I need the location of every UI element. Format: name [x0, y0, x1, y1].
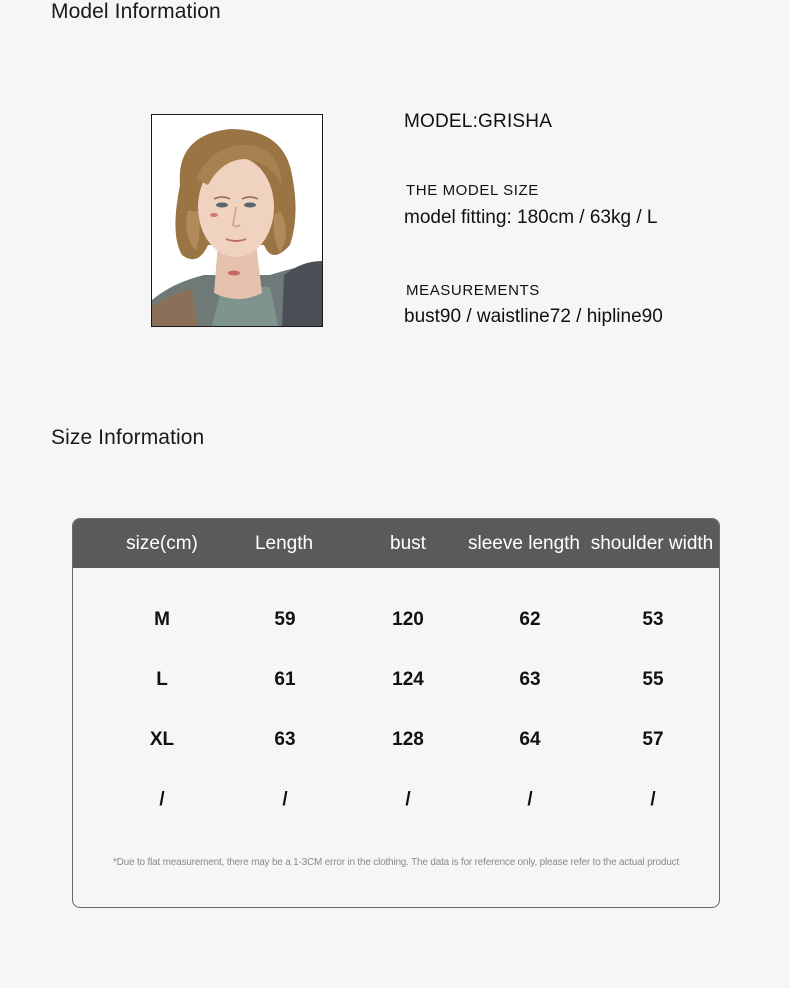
column-header-sleeve-length: sleeve length: [468, 533, 580, 554]
cell-length: 61: [274, 669, 296, 690]
cell-sleeve-length: /: [527, 789, 533, 810]
model-fitting-value: model fitting: 180cm / 63kg / L: [404, 207, 658, 228]
model-portrait-image: [152, 115, 322, 326]
cell-sleeve-length: 64: [519, 729, 541, 750]
column-header-bust: bust: [390, 533, 426, 554]
column-header-shoulder-width: shoulder width: [590, 533, 714, 554]
cell-bust: 120: [392, 609, 424, 630]
cell-size: L: [156, 669, 168, 690]
cell-bust: 124: [392, 669, 424, 690]
model-information-title: Model Information: [51, 0, 221, 23]
model-photo: [151, 114, 323, 327]
model-name: MODEL:GRISHA: [404, 111, 553, 132]
cell-length: /: [282, 789, 288, 810]
table-row: [73, 725, 719, 755]
table-row: [73, 605, 719, 635]
cell-shoulder-width: 57: [642, 729, 664, 750]
cell-length: 59: [274, 609, 296, 630]
cell-sleeve-length: 62: [519, 609, 541, 630]
cell-size: /: [159, 789, 165, 810]
table-row: [73, 785, 719, 815]
cell-shoulder-width: 55: [642, 669, 664, 690]
column-header-length: Length: [254, 533, 314, 554]
size-information-title: Size Information: [51, 426, 205, 449]
measurement-footnote: *Due to flat measurement, there may be a 1-3CM error in the clothing. The data is for reference only, please refer to the actual product: [112, 857, 680, 868]
measurements-label: MEASUREMENTS: [406, 282, 540, 299]
cell-length: 63: [274, 729, 296, 750]
measurements-value: bust90 / waistline72 / hipline90: [404, 306, 663, 327]
size-chart-table: [72, 518, 720, 908]
table-header: [73, 519, 719, 568]
column-header-size: size(cm): [126, 533, 198, 554]
cell-shoulder-width: 53: [642, 609, 664, 630]
cell-size: M: [154, 609, 170, 630]
cell-bust: 128: [392, 729, 424, 750]
cell-shoulder-width: /: [650, 789, 656, 810]
cell-sleeve-length: 63: [519, 669, 541, 690]
cell-size: XL: [149, 729, 175, 750]
cell-bust: /: [405, 789, 411, 810]
model-size-label: THE MODEL SIZE: [406, 182, 539, 199]
table-row: [73, 665, 719, 695]
